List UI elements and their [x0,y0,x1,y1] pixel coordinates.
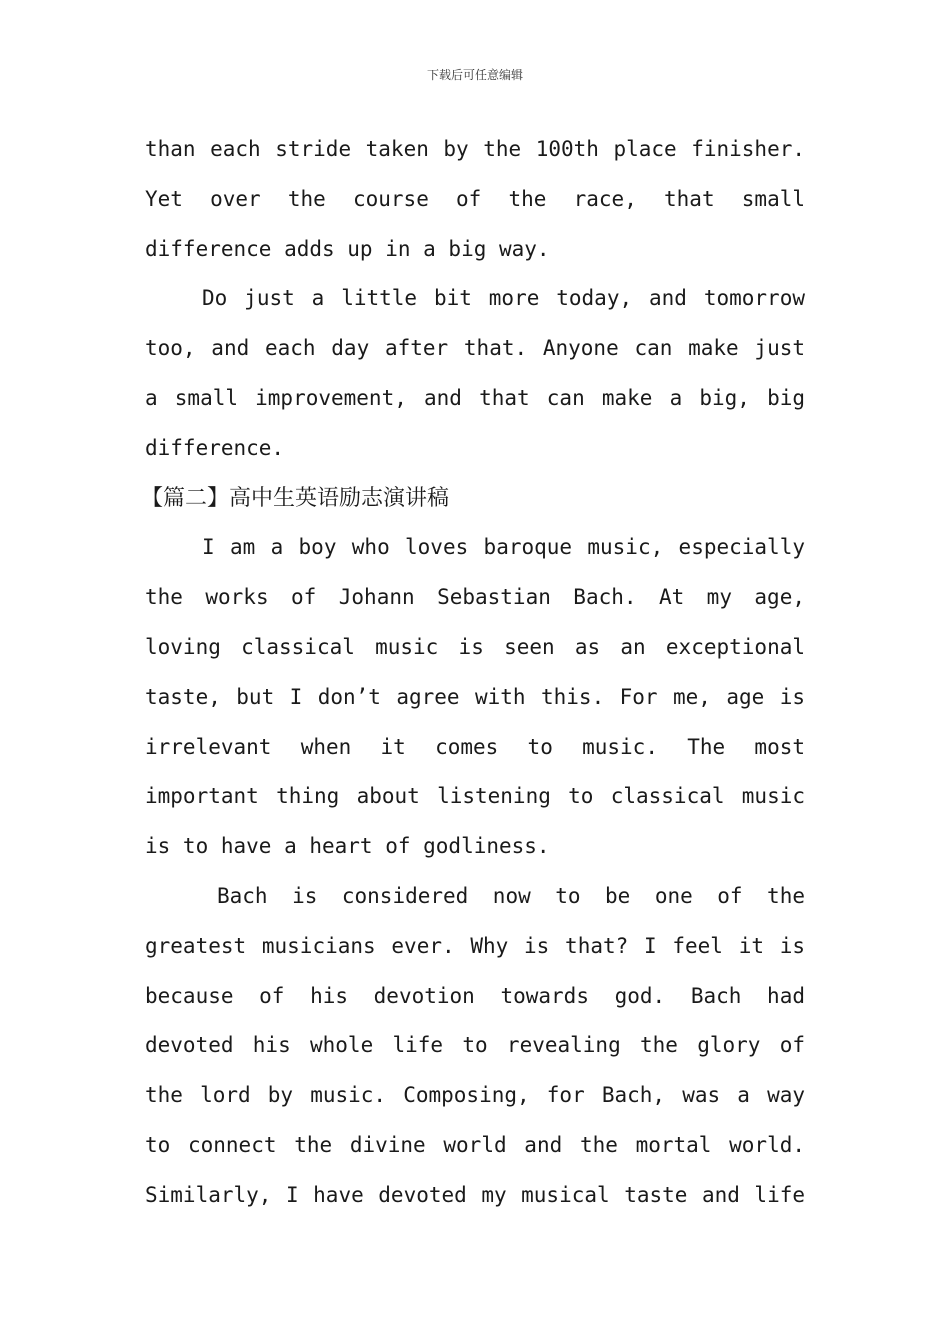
text-line: to connect the divine world and the mortal world. [145,1132,805,1157]
text-line: Do just a little bit more today, and tomorrow [202,286,805,311]
text-line: Bach is considered now to be one of the [217,883,805,908]
page-header: 下载后可任意编辑 [426,68,523,82]
text-line: Similarly, I have devoted my musical taste and life [145,1182,805,1207]
text-line: because of his devotion towards god. Bach had [145,983,805,1008]
text-line: taste, but I don’t agree with this. For me, age is [145,684,805,709]
section-heading: 【篇二】高中生英语励志演讲稿 [141,485,450,511]
text-line: difference adds up in a big way. [145,236,550,261]
text-line: the lord by music. Composing, for Bach, was a way [145,1083,805,1108]
text-line: important thing about listening to classical music [145,784,805,809]
text-line: greatest musicians ever. Why is that? I feel it is [145,933,805,958]
text-line: loving classical music is seen as an exceptional [145,634,805,659]
document-body [141,125,805,1221]
text-line: devoted his whole life to revealing the glory of [145,1033,805,1058]
text-line: than each stride taken by the 100th place finisher. [145,137,805,161]
text-line: Yet over the course of the race, that small [145,186,805,211]
text-line: is to have a heart of godliness. [145,834,550,859]
text-line: too, and each day after that. Anyone can make just [145,336,805,361]
text-line: the works of Johann Sebastian Bach. At my age, [145,585,805,610]
text-line: I am a boy who loves baroque music, especially [202,535,805,560]
text-line: a small improvement, and that can make a big, big [145,385,805,410]
text-line: irrelevant when it comes to music. The most [145,734,805,759]
text-line: difference. [145,435,285,460]
